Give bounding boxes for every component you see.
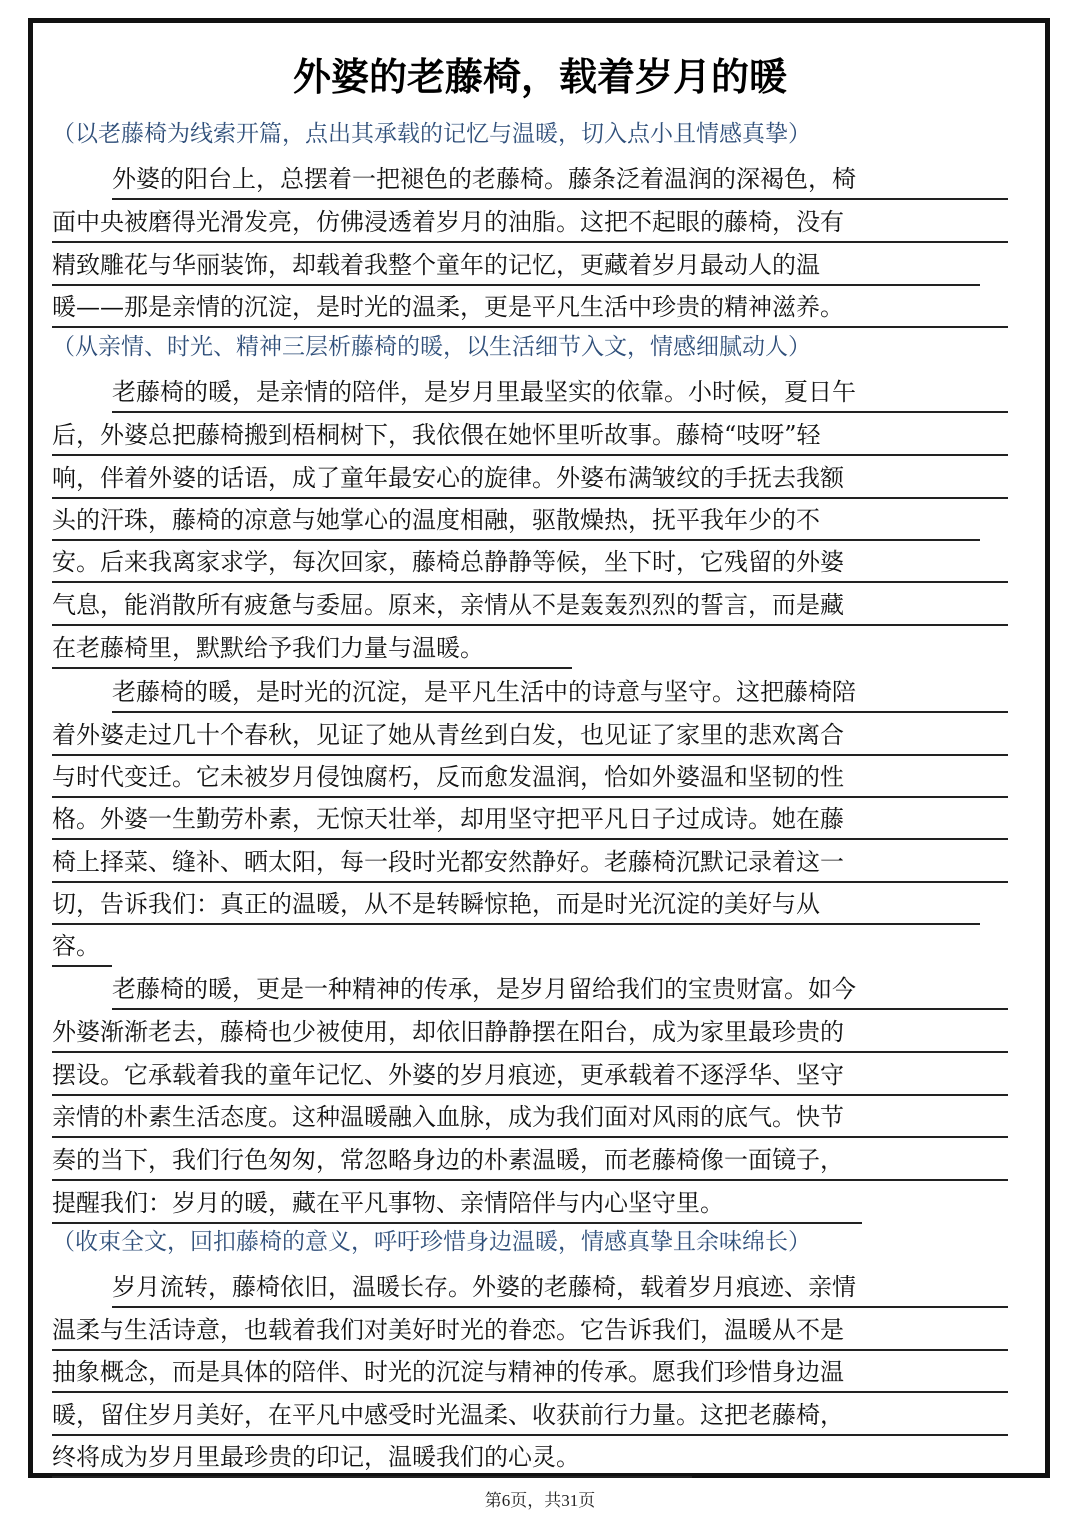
text-line: 后，外婆总把藤椅搬到梧桐树下，我依偎在她怀里听故事。藤椅“吱呀”轻 [52, 416, 1008, 456]
text-line: 摆设。它承载着我的童年记忆、外婆的岁月痕迹，更承载着不逐浮华、坚守 [52, 1056, 1008, 1096]
page-title: 外婆的老藤椅，载着岁月的暖 [292, 54, 787, 99]
text-line: 老藤椅的暖，是时光的沉淀，是平凡生活中的诗意与坚守。这把藤椅陪 [112, 673, 1008, 713]
text-line: 气息，能消散所有疲惫与委屈。原来，亲情从不是轰轰烈烈的誓言，而是藏 [52, 586, 1008, 626]
text-line: 终将成为岁月里最珍贵的印记，温暖我们的心灵。 [52, 1438, 692, 1478]
annotation-body: （从亲情、时光、精神三层析藤椅的暖，以生活细节入文，情感细腻动人） [52, 334, 811, 360]
text-line: 抽象概念，而是具体的陪伴、时光的沉淀与精神的传承。愿我们珍惜身边温 [52, 1353, 1008, 1393]
text-line: 椅上择菜、缝补、晒太阳，每一段时光都安然静好。老藤椅沉默记录着这一 [52, 843, 1008, 883]
text-line: 响，伴着外婆的话语，成了童年最安心的旋律。外婆布满皱纹的手抚去我额 [52, 459, 1008, 499]
page-number: 第6页，共31页 [484, 1491, 596, 1510]
text-line: 外婆渐渐老去，藤椅也少被使用，却依旧静静摆在阳台，成为家里最珍贵的 [52, 1013, 1008, 1053]
text-line: 与时代变迁。它未被岁月侵蚀腐朽，反而愈发温润，恰如外婆温和坚韧的性 [52, 758, 1008, 798]
annotation-conclusion: （收束全文，回扣藤椅的意义，呼吁珍惜身边温暖，情感真挚且余味绵长） [52, 1229, 811, 1255]
text-line: 面中央被磨得光滑发亮，仿佛浸透着岁月的油脂。这把不起眼的藤椅，没有 [52, 203, 1008, 243]
text-line: 温柔与生活诗意，也载着我们对美好时光的眷恋。它告诉我们，温暖从不是 [52, 1311, 1008, 1351]
text-line: 老藤椅的暖，是亲情的陪伴，是岁月里最坚实的依靠。小时候，夏日午 [112, 373, 1008, 413]
text-line: 头的汗珠，藤椅的凉意与她掌心的温度相融，驱散燥热，抚平我年少的不 [52, 501, 980, 541]
text-line: 提醒我们：岁月的暖，藏在平凡事物、亲情陪伴与内心坚守里。 [52, 1184, 862, 1224]
text-line: 老藤椅的暖，更是一种精神的传承，是岁月留给我们的宝贵财富。如今 [112, 970, 1008, 1010]
text-line: 暖——那是亲情的沉淀，是时光的温柔，更是平凡生活中珍贵的精神滋养。 [52, 288, 1008, 328]
text-line: 精致雕花与华丽装饰，却载着我整个童年的记忆，更藏着岁月最动人的温 [52, 246, 980, 286]
text-line: 安。后来我离家求学，每次回家，藤椅总静静等候，坐下时，它残留的外婆 [52, 543, 1008, 583]
text-line: 容。 [52, 927, 112, 967]
text-line: 岁月流转，藤椅依旧，温暖长存。外婆的老藤椅，载着岁月痕迹、亲情 [112, 1268, 1008, 1308]
text-line: 切，告诉我们：真正的温暖，从不是转瞬惊艳，而是时光沉淀的美好与从 [52, 885, 980, 925]
text-line: 着外婆走过几十个春秋，见证了她从青丝到白发，也见证了家里的悲欢离合 [52, 716, 1008, 756]
text-line: 暖，留住岁月美好，在平凡中感受时光温柔、收获前行力量。这把老藤椅， [52, 1396, 1008, 1436]
annotation-opening: （以老藤椅为线索开篇，点出其承载的记忆与温暖，切入点小且情感真挚） [52, 121, 811, 147]
text-line: 格。外婆一生勤劳朴素，无惊天壮举，却用坚守把平凡日子过成诗。她在藤 [52, 800, 1008, 840]
text-line: 亲情的朴素生活态度。这种温暖融入血脉，成为我们面对风雨的底气。快节 [52, 1098, 1008, 1138]
text-line: 奏的当下，我们行色匆匆，常忽略身边的朴素温暖，而老藤椅像一面镜子， [52, 1141, 1008, 1181]
text-line: 外婆的阳台上，总摆着一把褪色的老藤椅。藤条泛着温润的深褐色，椅 [112, 160, 1008, 200]
text-line: 在老藤椅里，默默给予我们力量与温暖。 [52, 629, 572, 669]
